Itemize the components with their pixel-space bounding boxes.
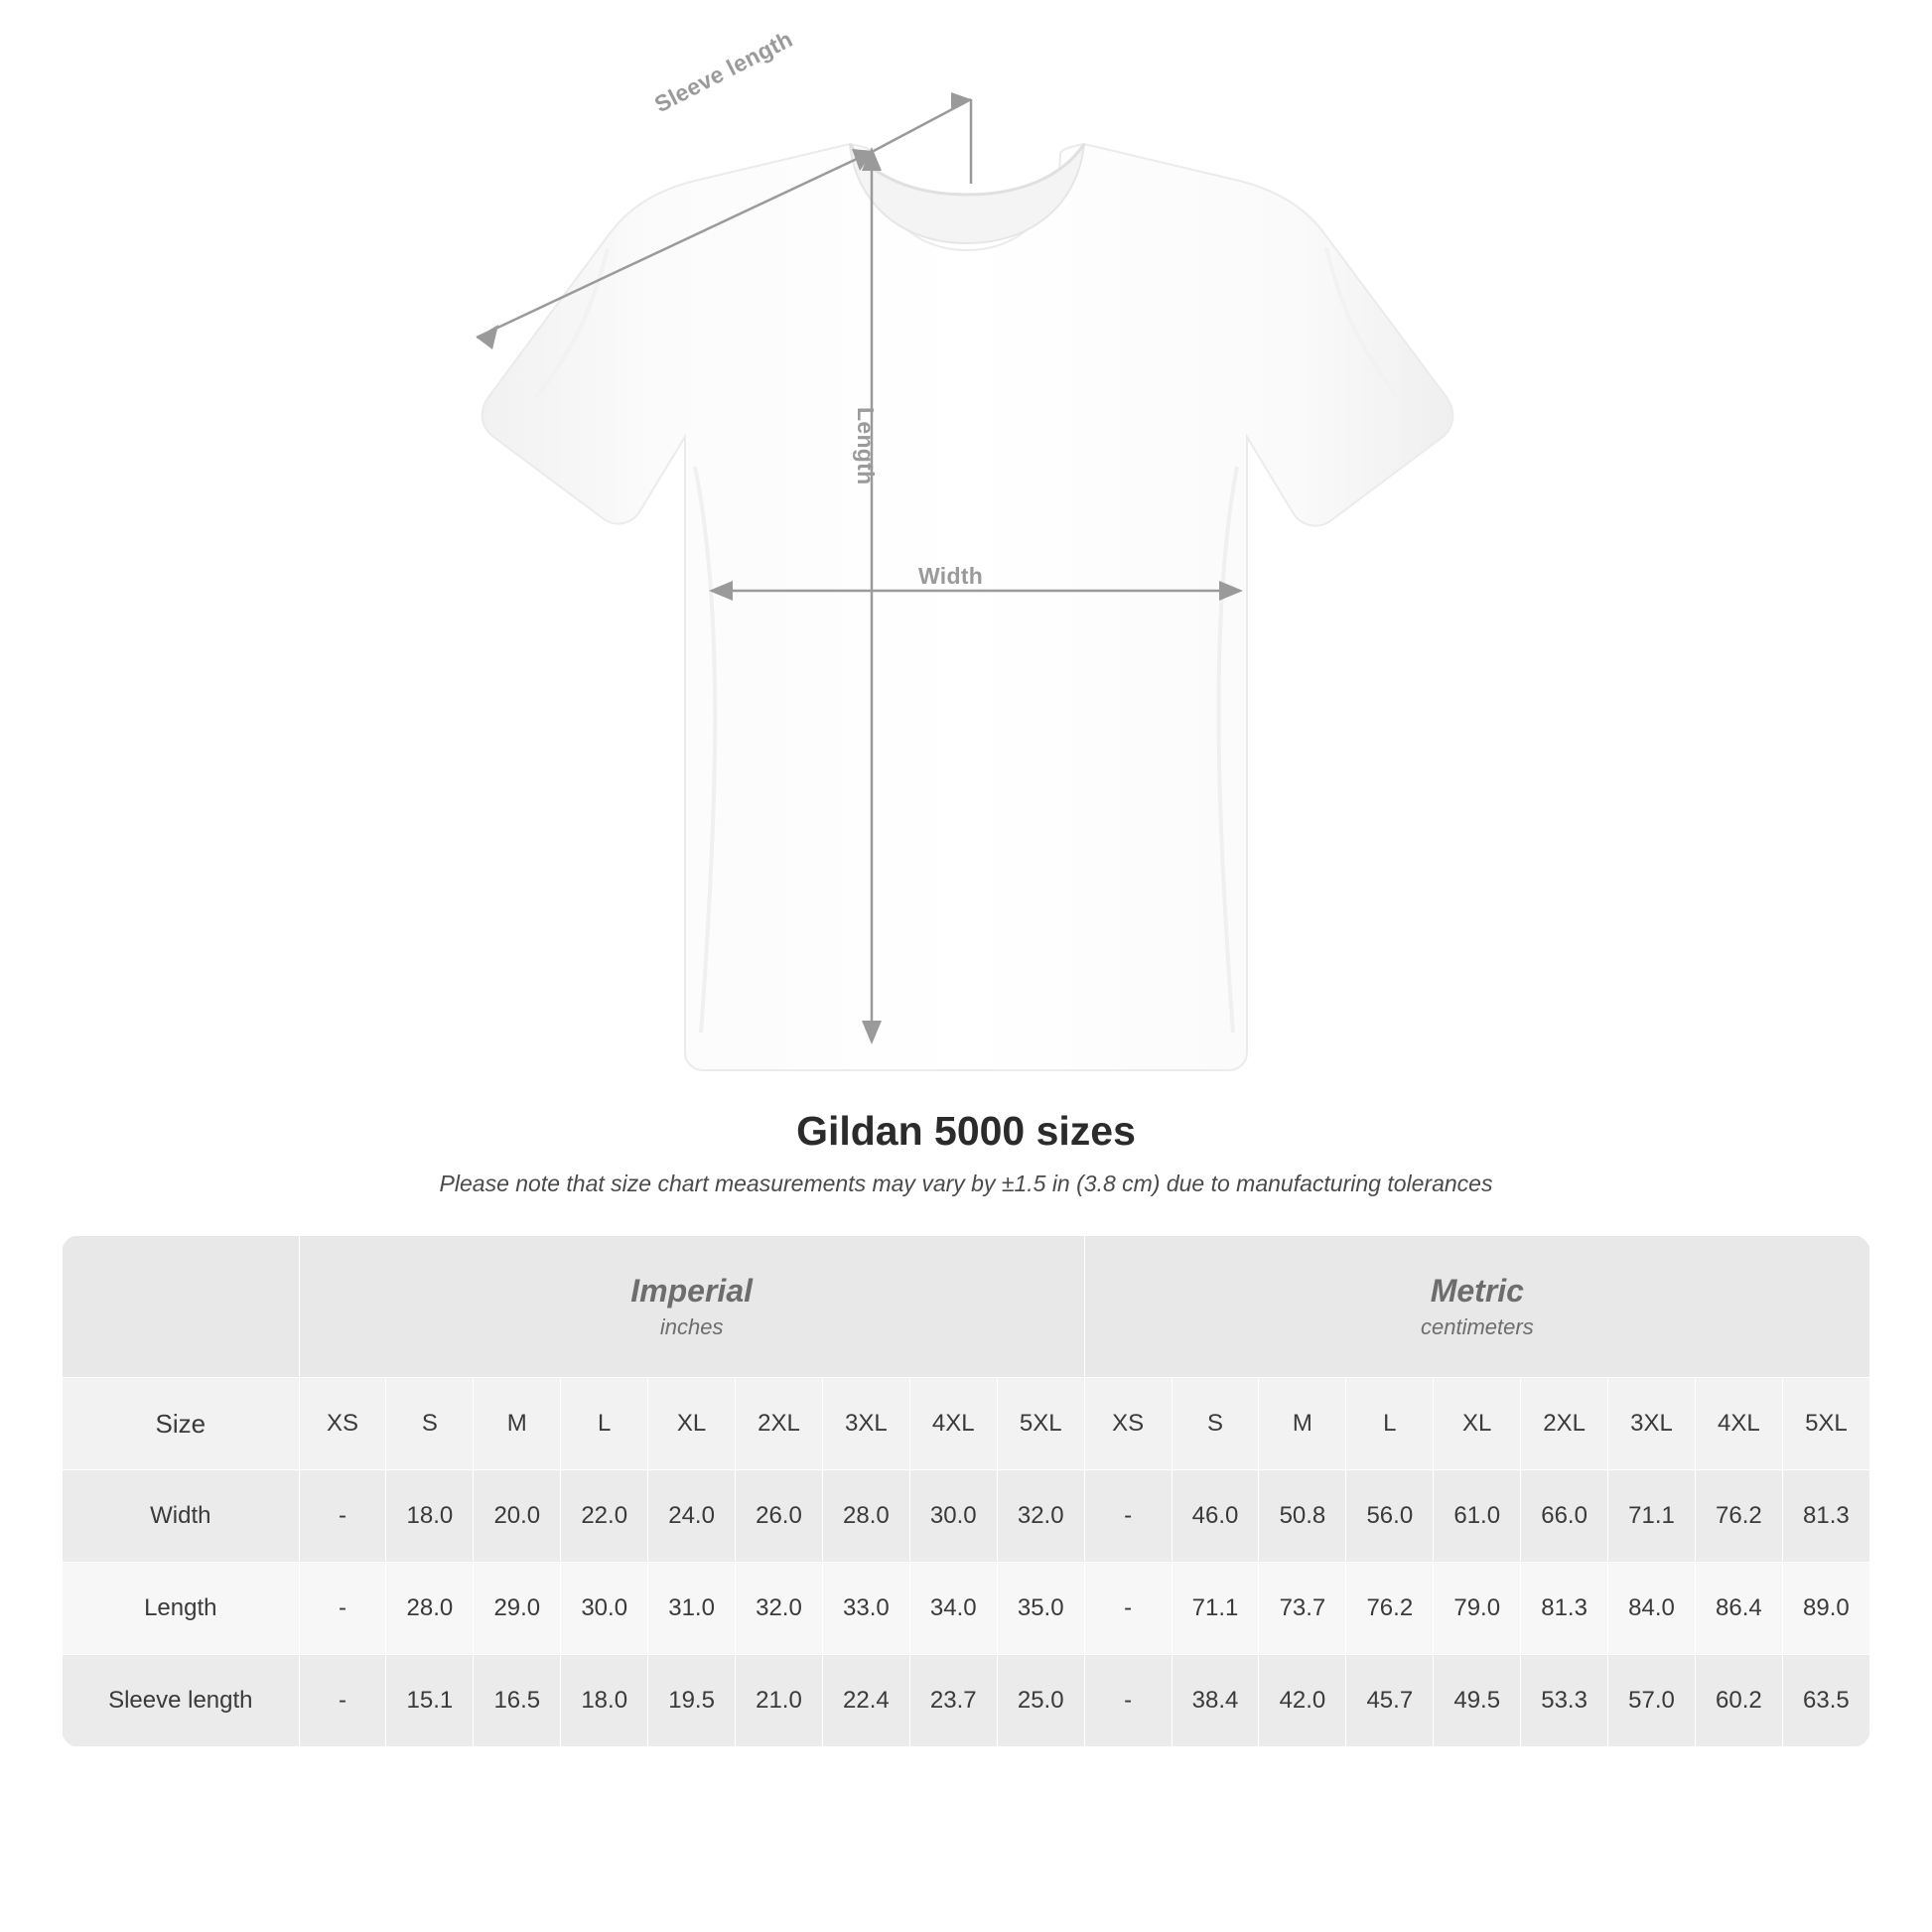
- table-row: [63, 1563, 1870, 1655]
- tolerance-note: Please note that size chart measurements may vary by ±1.5 in (3.8 cm) due to manufacturing tolerances: [439, 1171, 1493, 1196]
- unit-header-row: [63, 1236, 1870, 1378]
- sleeve-imperial-2xl: 21.0: [736, 1655, 823, 1747]
- size-col-imperial-3xl: 3XL: [822, 1378, 909, 1470]
- size-col-imperial-2xl: 2XL: [736, 1378, 823, 1470]
- sleeve-imperial-3xl: 22.4: [822, 1655, 909, 1747]
- size-col-imperial-4xl: 4XL: [909, 1378, 997, 1470]
- size-col-metric-4xl: 4XL: [1695, 1378, 1782, 1470]
- sleeve-metric-xs: -: [1084, 1655, 1172, 1747]
- size-col-metric-m: M: [1259, 1378, 1346, 1470]
- width-metric-s: 46.0: [1172, 1470, 1259, 1563]
- table-row: [63, 1470, 1870, 1563]
- row-label-sleeve-length: Sleeve length: [63, 1655, 300, 1747]
- size-col-imperial-s: S: [386, 1378, 474, 1470]
- sleeve-imperial-4xl: 23.7: [909, 1655, 997, 1747]
- row-label-length: Length: [63, 1563, 300, 1655]
- width-metric-xs: -: [1084, 1470, 1172, 1563]
- length-metric-xs: -: [1084, 1563, 1172, 1655]
- width-imperial-2xl: 26.0: [736, 1470, 823, 1563]
- length-imperial-xs: -: [299, 1563, 386, 1655]
- size-col-metric-l: L: [1346, 1378, 1434, 1470]
- length-imperial-s: 28.0: [386, 1563, 474, 1655]
- length-metric-s: 71.1: [1172, 1563, 1259, 1655]
- width-imperial-m: 20.0: [474, 1470, 561, 1563]
- length-imperial-5xl: 35.0: [997, 1563, 1084, 1655]
- size-col-imperial-5xl: 5XL: [997, 1378, 1084, 1470]
- sleeve-imperial-xl: 19.5: [648, 1655, 736, 1747]
- title-block: [0, 1108, 1932, 1197]
- width-metric-l: 56.0: [1346, 1470, 1434, 1563]
- unit-group-metric: [1084, 1236, 1869, 1378]
- width-metric-xl: 61.0: [1434, 1470, 1521, 1563]
- sleeve-length-label: Sleeve length: [650, 25, 797, 118]
- width-imperial-5xl: 32.0: [997, 1470, 1084, 1563]
- width-metric-2xl: 66.0: [1521, 1470, 1608, 1563]
- length-metric-m: 73.7: [1259, 1563, 1346, 1655]
- length-imperial-4xl: 34.0: [909, 1563, 997, 1655]
- sleeve-imperial-5xl: 25.0: [997, 1655, 1084, 1747]
- table-row: [63, 1655, 1870, 1747]
- unit-group-imperial-name: Imperial: [630, 1272, 753, 1309]
- sleeve-imperial-xs: -: [299, 1655, 386, 1747]
- sleeve-metric-3xl: 57.0: [1608, 1655, 1696, 1747]
- size-col-imperial-l: L: [561, 1378, 648, 1470]
- width-imperial-s: 18.0: [386, 1470, 474, 1563]
- sleeve-metric-l: 45.7: [1346, 1655, 1434, 1747]
- page-title: Gildan 5000 sizes: [796, 1108, 1136, 1154]
- row-label-width: Width: [63, 1470, 300, 1563]
- size-header-label: Size: [63, 1378, 300, 1470]
- unit-group-imperial: [299, 1236, 1084, 1378]
- size-col-metric-3xl: 3XL: [1608, 1378, 1696, 1470]
- sleeve-imperial-s: 15.1: [386, 1655, 474, 1747]
- size-col-metric-s: S: [1172, 1378, 1259, 1470]
- sleeve-metric-xl: 49.5: [1434, 1655, 1521, 1747]
- sleeve-metric-5xl: 63.5: [1782, 1655, 1869, 1747]
- size-chart-table-wrapper: [62, 1235, 1870, 1747]
- size-header-row: [63, 1378, 1870, 1470]
- size-col-metric-xs: XS: [1084, 1378, 1172, 1470]
- unit-group-metric-sub: centimeters: [1420, 1313, 1534, 1339]
- unit-header-spacer: [63, 1236, 300, 1378]
- sleeve-metric-2xl: 53.3: [1521, 1655, 1608, 1747]
- size-col-imperial-xs: XS: [299, 1378, 386, 1470]
- length-label: Length: [853, 407, 879, 485]
- width-imperial-xs: -: [299, 1470, 386, 1563]
- size-col-metric-xl: XL: [1434, 1378, 1521, 1470]
- size-col-imperial-m: M: [474, 1378, 561, 1470]
- length-imperial-xl: 31.0: [648, 1563, 736, 1655]
- width-imperial-xl: 24.0: [648, 1470, 736, 1563]
- length-imperial-m: 29.0: [474, 1563, 561, 1655]
- width-imperial-l: 22.0: [561, 1470, 648, 1563]
- width-imperial-3xl: 28.0: [822, 1470, 909, 1563]
- size-col-imperial-xl: XL: [648, 1378, 736, 1470]
- length-metric-4xl: 86.4: [1695, 1563, 1782, 1655]
- width-metric-3xl: 71.1: [1608, 1470, 1696, 1563]
- size-col-metric-5xl: 5XL: [1782, 1378, 1869, 1470]
- sleeve-imperial-m: 16.5: [474, 1655, 561, 1747]
- sleeve-metric-s: 38.4: [1172, 1655, 1259, 1747]
- width-imperial-4xl: 30.0: [909, 1470, 997, 1563]
- sleeve-metric-4xl: 60.2: [1695, 1655, 1782, 1747]
- sleeve-imperial-l: 18.0: [561, 1655, 648, 1747]
- length-metric-3xl: 84.0: [1608, 1563, 1696, 1655]
- width-metric-m: 50.8: [1259, 1470, 1346, 1563]
- length-imperial-3xl: 33.0: [822, 1563, 909, 1655]
- sleeve-metric-m: 42.0: [1259, 1655, 1346, 1747]
- length-imperial-l: 30.0: [561, 1563, 648, 1655]
- length-imperial-2xl: 32.0: [736, 1563, 823, 1655]
- width-metric-5xl: 81.3: [1782, 1470, 1869, 1563]
- size-chart-table: [62, 1235, 1870, 1747]
- length-metric-l: 76.2: [1346, 1563, 1434, 1655]
- unit-group-metric-name: Metric: [1430, 1272, 1524, 1309]
- unit-group-imperial-sub: inches: [659, 1313, 724, 1339]
- length-metric-5xl: 89.0: [1782, 1563, 1869, 1655]
- width-label: Width: [918, 563, 984, 589]
- length-metric-2xl: 81.3: [1521, 1563, 1608, 1655]
- width-metric-4xl: 76.2: [1695, 1470, 1782, 1563]
- size-col-metric-2xl: 2XL: [1521, 1378, 1608, 1470]
- length-metric-xl: 79.0: [1434, 1563, 1521, 1655]
